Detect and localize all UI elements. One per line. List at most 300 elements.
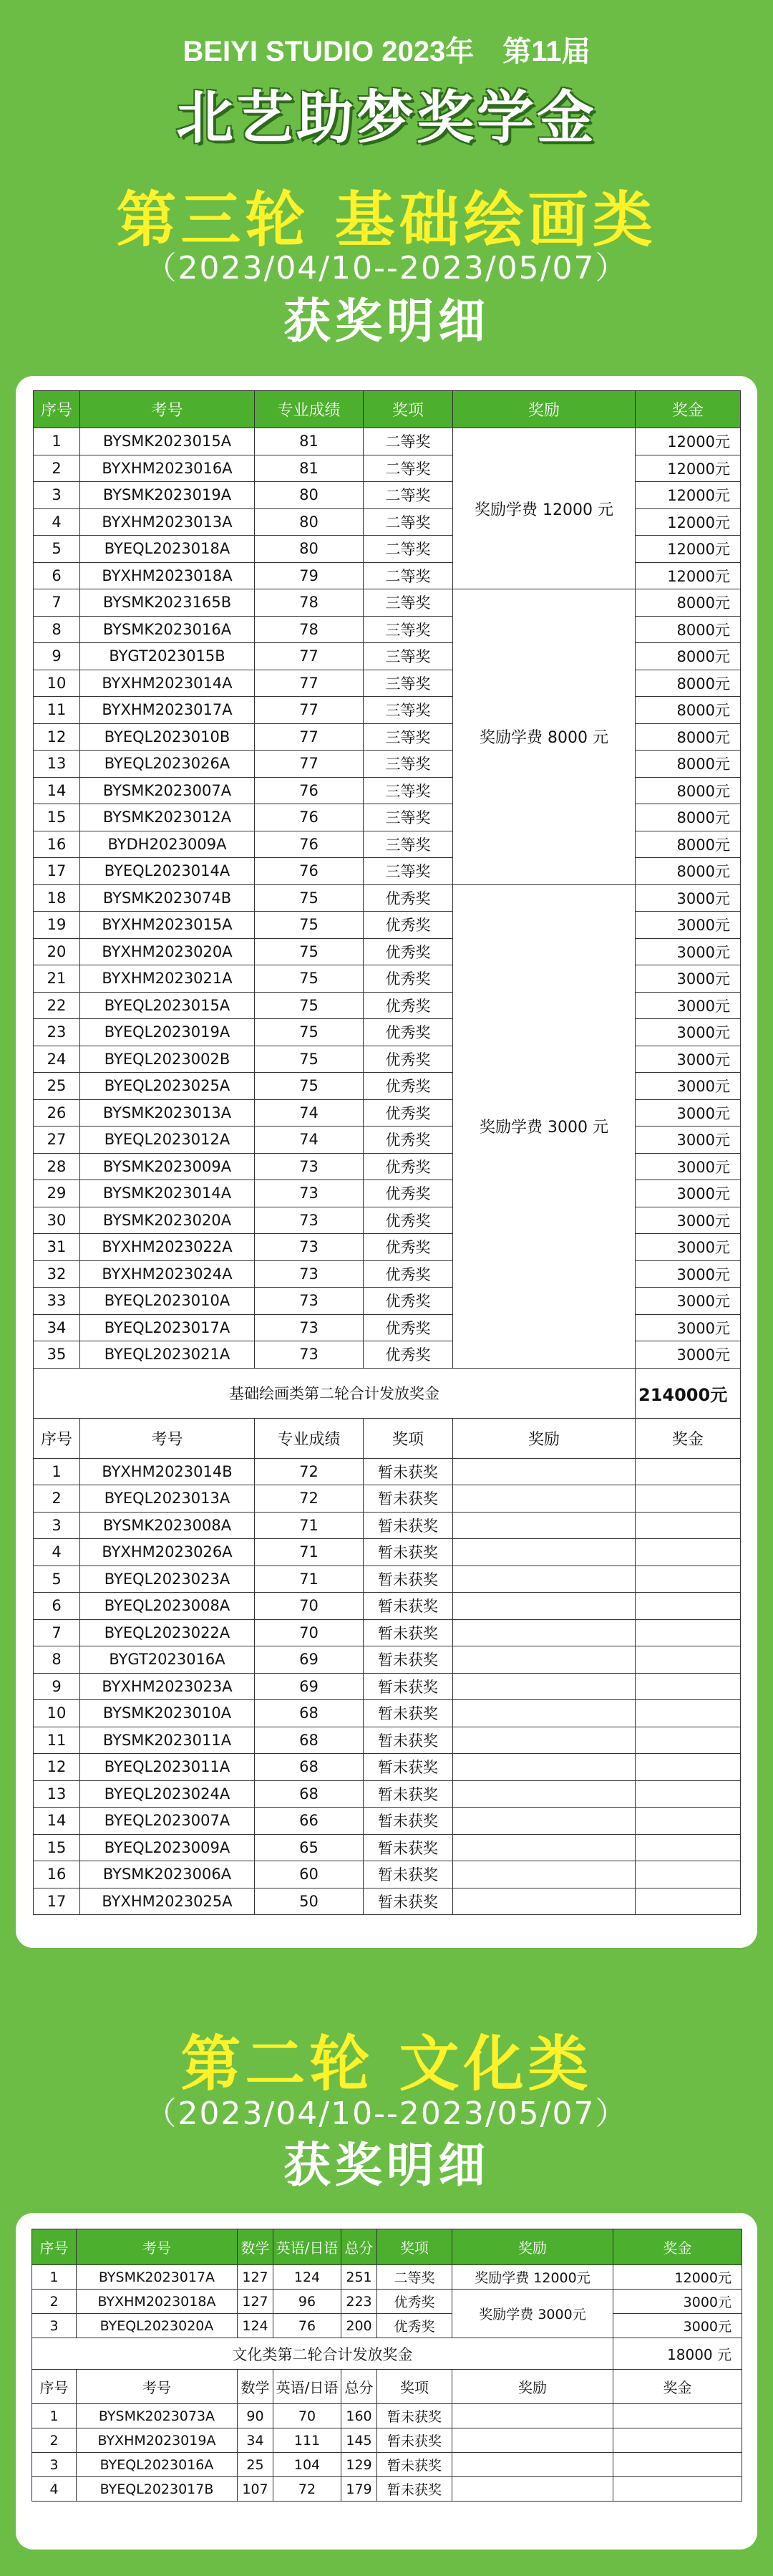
score: 70 [255,1593,364,1620]
math-score: 124 [238,2314,273,2338]
exam-id: BYEQL2023009A [80,1834,255,1861]
table-row [32,2428,742,2453]
score: 71 [255,1566,364,1593]
reward-description [453,1673,636,1700]
total-score: 160 [341,2404,377,2428]
score: 75 [255,1046,364,1073]
score: 78 [255,589,364,617]
total-score: 179 [341,2477,377,2502]
row-number: 11 [34,697,80,724]
table-row [32,2453,742,2477]
table-row [34,1539,741,1566]
exam-id: BYEQL2023007A [80,1808,255,1835]
prize-amount: 3000元 [636,1341,741,1369]
prize-amount [613,2404,742,2428]
exam-id: BYXHM2023014B [80,1458,255,1485]
column-header: 奖励 [453,391,636,428]
row-number: 29 [34,1180,80,1207]
row-number: 19 [34,912,80,939]
prize-amount: 3000元 [636,1099,741,1127]
row-number: 26 [34,1099,80,1127]
exam-id: BYXHM2023023A [80,1673,255,1700]
score: 65 [255,1834,364,1861]
reward-description [453,1485,636,1513]
table-row [34,1808,741,1835]
prize-amount [636,1458,741,1485]
exam-id: BYSMK2023073A [77,2404,238,2428]
award-level: 优秀奖 [364,1288,453,1315]
award-level: 暂未获奖 [377,2404,452,2428]
row-number: 8 [34,616,80,643]
prize-amount: 12000元 [636,536,741,563]
language-score: 76 [273,2314,341,2338]
award-level: 优秀奖 [377,2314,452,2338]
prize-amount: 3000元 [636,1127,741,1154]
prize-amount: 8000元 [636,723,741,751]
table-row [34,1485,741,1513]
row-number: 16 [34,831,80,858]
row-number: 25 [34,1073,80,1100]
column-header: 考号 [80,1418,255,1458]
table-row [34,1834,741,1861]
row-number: 9 [34,1673,80,1700]
row-number: 16 [34,1861,80,1888]
award-level: 三等奖 [364,858,453,885]
prize-amount: 3000元 [636,1234,741,1261]
prize-amount [636,1700,741,1727]
reward-description: 奖励学费 3000元 [452,2290,613,2338]
exam-id: BYXHM2023018A [77,2290,238,2314]
score: 73 [255,1288,364,1315]
award-level: 暂未获奖 [364,1834,453,1861]
table-row [32,2314,742,2338]
prize-amount: 12000元 [613,2265,742,2290]
row-number: 35 [34,1341,80,1369]
prize-amount: 3000元 [636,1260,741,1288]
prize-amount: 8000元 [636,670,741,697]
main-title: 北艺助梦奖学金 [176,85,597,151]
table-row [34,1888,741,1915]
unawarded-header-row [34,1418,741,1458]
score: 60 [255,1861,364,1888]
column-header: 奖项 [377,2229,452,2265]
prize-amount: 3000元 [636,1046,741,1073]
exam-id: BYEQL2023019A [80,1019,255,1046]
prize-amount: 3000元 [636,938,741,965]
section1-panel [16,376,757,1948]
row-number: 7 [34,1619,80,1646]
award-level: 优秀奖 [364,884,453,912]
score: 74 [255,1127,364,1154]
exam-id: BYSMK2023020A [80,1207,255,1234]
exam-id: BYSMK2023016A [80,616,255,643]
table-row [32,2265,742,2290]
award-level: 三等奖 [364,777,453,804]
row-number: 2 [32,2290,77,2314]
exam-id: BYSMK2023017A [77,2265,238,2290]
award-level: 三等奖 [364,643,453,670]
column-header: 考号 [77,2229,238,2265]
award-level: 暂未获奖 [364,1861,453,1888]
score: 71 [255,1539,364,1566]
award-level: 优秀奖 [364,1234,453,1261]
total-score: 200 [341,2314,377,2338]
reward-description [453,1888,636,1915]
column-header: 序号 [32,2229,77,2265]
prize-amount: 3000元 [636,1180,741,1207]
prize-amount [636,1646,741,1674]
section1-table [33,390,741,1915]
score: 80 [255,508,364,536]
language-score: 124 [273,2265,341,2290]
score: 80 [255,482,364,509]
reward-description: 奖励学费 12000元 [452,2265,613,2290]
exam-id: BYSMK2023007A [80,777,255,804]
score: 79 [255,562,364,589]
table-row [32,2404,742,2428]
score: 77 [255,670,364,697]
prize-amount: 12000元 [636,508,741,536]
prize-amount: 8000元 [636,751,741,778]
exam-id: BYEQL2023020A [77,2314,238,2338]
exam-id: BYXHM2023017A [80,697,255,724]
table-header-row [34,391,741,428]
exam-id: BYEQL2023017B [77,2477,238,2502]
table-row [34,589,741,617]
reward-description: 奖励学费 8000 元 [453,589,636,885]
section1-date-range: （2023/04/10--2023/05/07） [145,250,628,286]
reward-description [453,1458,636,1485]
prize-amount: 8000元 [636,697,741,724]
exam-id: BYEQL2023026A [80,751,255,778]
reward-description [452,2428,613,2453]
reward-description [453,1861,636,1888]
prize-amount [636,1808,741,1835]
table-row [34,1780,741,1808]
score: 77 [255,697,364,724]
award-level: 暂未获奖 [364,1593,453,1620]
award-level: 二等奖 [364,428,453,455]
prize-amount [636,1673,741,1700]
row-number: 6 [34,562,80,589]
exam-id: BYEQL2023025A [80,1073,255,1100]
score: 69 [255,1646,364,1674]
row-number: 7 [34,589,80,617]
award-level: 三等奖 [364,751,453,778]
score: 50 [255,1888,364,1915]
prize-amount: 3000元 [636,1153,741,1180]
prize-amount [636,1539,741,1566]
award-level: 二等奖 [364,562,453,589]
score: 81 [255,455,364,482]
award-level: 暂未获奖 [364,1700,453,1727]
score: 73 [255,1153,364,1180]
column-header: 奖励 [453,1418,636,1458]
exam-id: BYXHM2023016A [80,455,255,482]
prize-amount [636,1834,741,1861]
award-level: 暂未获奖 [377,2477,452,2502]
reward-description [452,2404,613,2428]
row-number: 11 [34,1727,80,1754]
score: 77 [255,643,364,670]
reward-description [453,1727,636,1754]
section2-panel [16,2213,757,2550]
column-header: 序号 [34,1418,80,1458]
prize-amount [613,2477,742,2502]
prize-amount: 3000元 [613,2314,742,2338]
score: 73 [255,1314,364,1341]
table-row [34,1700,741,1727]
math-score: 25 [238,2453,273,2477]
prize-amount: 8000元 [636,804,741,831]
row-number: 12 [34,1754,80,1781]
award-level: 二等奖 [364,455,453,482]
language-score: 72 [273,2477,341,2502]
score: 74 [255,1099,364,1127]
table-row [34,884,741,912]
award-level: 暂未获奖 [364,1485,453,1513]
row-number: 28 [34,1153,80,1180]
table-row [32,2290,742,2314]
score: 75 [255,1019,364,1046]
table-row [34,1593,741,1620]
reward-description [453,1780,636,1808]
prize-amount: 12000元 [636,455,741,482]
row-number: 20 [34,938,80,965]
score: 68 [255,1727,364,1754]
exam-id: BYEQL2023022A [80,1619,255,1646]
row-number: 9 [34,643,80,670]
award-level: 优秀奖 [364,1207,453,1234]
table-row [34,1619,741,1646]
exam-id: BYXHM2023022A [80,1234,255,1261]
exam-id: BYEQL2023013A [80,1485,255,1513]
prize-amount: 8000元 [636,777,741,804]
award-level: 暂未获奖 [364,1808,453,1835]
score: 70 [255,1619,364,1646]
row-number: 5 [34,1566,80,1593]
prize-amount: 8000元 [636,858,741,885]
score: 68 [255,1780,364,1808]
table-row [34,1566,741,1593]
award-level: 暂未获奖 [364,1646,453,1674]
row-number: 10 [34,1700,80,1727]
row-number: 3 [32,2314,77,2338]
score: 69 [255,1673,364,1700]
award-level: 暂未获奖 [364,1619,453,1646]
exam-id: BYSMK2023012A [80,804,255,831]
exam-id: BYEQL2023024A [80,1780,255,1808]
exam-id: BYSMK2023011A [80,1727,255,1754]
exam-id: BYXHM2023018A [80,562,255,589]
score: 75 [255,992,364,1019]
award-level: 优秀奖 [364,992,453,1019]
exam-id: BYSMK2023013A [80,1099,255,1127]
row-number: 1 [34,1458,80,1485]
prize-amount [636,1888,741,1915]
row-number: 21 [34,965,80,993]
column-header: 奖项 [364,1418,453,1458]
prize-amount [636,1485,741,1513]
exam-id: BYXHM2023026A [80,1539,255,1566]
row-number: 13 [34,1780,80,1808]
section2-date-range: （2023/04/10--2023/05/07） [145,2095,628,2132]
row-number: 5 [34,536,80,563]
exam-id: BYEQL2023008A [80,1593,255,1620]
score: 73 [255,1341,364,1369]
score: 66 [255,1808,364,1835]
exam-id: BYEQL2023011A [80,1754,255,1781]
table-row [34,1646,741,1674]
language-score: 70 [273,2404,341,2428]
award-level: 优秀奖 [364,1153,453,1180]
column-header: 总分 [341,2370,377,2404]
row-number: 27 [34,1127,80,1154]
exam-id: BYSMK2023019A [80,482,255,509]
exam-id: BYEQL2023010A [80,1288,255,1315]
award-level: 优秀奖 [364,1019,453,1046]
reward-description [453,1700,636,1727]
score: 75 [255,1073,364,1100]
prize-amount [636,1512,741,1539]
prize-amount: 3000元 [636,965,741,993]
prize-amount: 12000元 [636,562,741,589]
table-row [32,2477,742,2502]
award-level: 二等奖 [364,482,453,509]
prize-amount: 3000元 [636,1288,741,1315]
total-row [34,1368,741,1418]
prize-amount: 3000元 [636,1019,741,1046]
score: 68 [255,1700,364,1727]
column-header: 专业成绩 [255,1418,364,1458]
total-score: 145 [341,2428,377,2453]
column-header: 奖金 [613,2229,742,2265]
reward-description [453,1808,636,1835]
score: 76 [255,804,364,831]
column-header: 奖励 [452,2370,613,2404]
exam-id: BYGT2023016A [80,1646,255,1674]
award-level: 暂未获奖 [377,2453,452,2477]
exam-id: BYEQL2023017A [80,1314,255,1341]
exam-id: BYXHM2023019A [77,2428,238,2453]
reward-description [453,1539,636,1566]
exam-id: BYXHM2023021A [80,965,255,993]
row-number: 13 [34,751,80,778]
award-level: 优秀奖 [364,938,453,965]
prize-amount: 8000元 [636,616,741,643]
prize-amount: 12000元 [636,482,741,509]
reward-description [453,1754,636,1781]
row-number: 1 [34,428,80,455]
column-header: 奖励 [452,2229,613,2265]
total-row [32,2338,742,2370]
row-number: 4 [34,508,80,536]
row-number: 4 [34,1539,80,1566]
row-number: 33 [34,1288,80,1315]
award-level: 三等奖 [364,670,453,697]
exam-id: BYXHM2023020A [80,938,255,965]
score: 76 [255,831,364,858]
award-level: 优秀奖 [364,912,453,939]
award-level: 二等奖 [364,536,453,563]
row-number: 31 [34,1234,80,1261]
exam-id: BYSMK2023014A [80,1180,255,1207]
award-level: 暂未获奖 [364,1780,453,1808]
table-row [34,1861,741,1888]
prize-amount: 3000元 [636,912,741,939]
exam-id: BYEQL2023021A [80,1341,255,1369]
reward-description [453,1593,636,1620]
exam-id: BYEQL2023018A [80,536,255,563]
score: 77 [255,723,364,751]
total-value: 18000 元 [613,2338,742,2370]
row-number: 3 [34,1512,80,1539]
score: 73 [255,1234,364,1261]
award-level: 三等奖 [364,831,453,858]
award-level: 优秀奖 [364,1180,453,1207]
row-number: 3 [34,482,80,509]
column-header: 数学 [238,2229,273,2265]
row-number: 4 [32,2477,77,2502]
award-level: 三等奖 [364,589,453,617]
reward-description [453,1619,636,1646]
prize-amount [636,1754,741,1781]
column-header: 奖项 [364,391,453,428]
row-number: 18 [34,884,80,912]
row-number: 30 [34,1207,80,1234]
score: 78 [255,616,364,643]
award-level: 优秀奖 [364,1127,453,1154]
exam-id: BYEQL2023023A [80,1566,255,1593]
score: 75 [255,884,364,912]
column-header: 专业成绩 [255,391,364,428]
exam-id: BYSMK2023010A [80,1700,255,1727]
award-level: 暂未获奖 [364,1673,453,1700]
score: 73 [255,1180,364,1207]
column-header: 考号 [77,2370,238,2404]
prize-amount [613,2428,742,2453]
section2-title: 第二轮 文化类 [180,2029,593,2099]
column-header: 总分 [341,2229,377,2265]
language-score: 104 [273,2453,341,2477]
prize-amount: 8000元 [636,589,741,617]
award-level: 三等奖 [364,697,453,724]
prize-amount [613,2453,742,2477]
award-level: 暂未获奖 [377,2428,452,2453]
row-number: 2 [34,455,80,482]
column-header: 奖金 [636,391,741,428]
award-level: 二等奖 [377,2265,452,2290]
section2-subtitle: 获奖明细 [283,2138,490,2193]
math-score: 127 [238,2265,273,2290]
table-row [34,1673,741,1700]
award-level: 暂未获奖 [364,1754,453,1781]
studio-title: BEIYI STUDIO 2023年 第11届 [183,36,590,67]
total-label: 文化类第二轮合计发放奖金 [32,2338,613,2370]
score: 77 [255,751,364,778]
score: 75 [255,965,364,993]
prize-amount: 3000元 [613,2290,742,2314]
math-score: 34 [238,2428,273,2453]
prize-amount: 3000元 [636,1073,741,1100]
row-number: 2 [34,1485,80,1513]
column-header: 考号 [80,391,255,428]
exam-id: BYSMK2023009A [80,1153,255,1180]
score: 75 [255,938,364,965]
row-number: 6 [34,1593,80,1620]
award-level: 暂未获奖 [364,1888,453,1915]
reward-description [453,1646,636,1674]
